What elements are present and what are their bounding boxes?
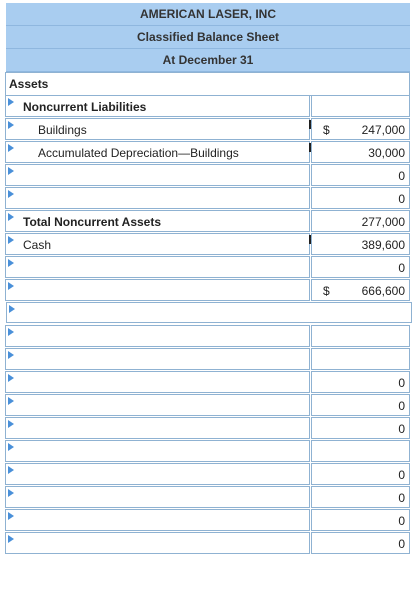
lower_rows-row [5,532,410,554]
row-label-text: Total Noncurrent Assets [23,215,162,229]
row-value-text: 389,600 [361,238,405,252]
row-marker-icon [8,328,14,336]
lower_rows-row [5,417,410,439]
row-marker-icon [8,535,14,543]
row-marker-icon [8,213,14,221]
row-marker-icon [8,489,14,497]
row-value-field[interactable] [311,486,410,508]
row-value-field[interactable] [311,95,410,117]
row-marker-icon [8,98,14,106]
assets-section-row[interactable] [5,72,410,96]
row-label-field[interactable] [5,348,310,370]
row-label-text: Accumulated Depreciation—Buildings [38,146,239,160]
row-value-text: 0 [398,491,405,505]
row-value-field[interactable] [311,371,410,393]
row-label-field[interactable] [5,279,310,301]
row-value-field[interactable] [311,509,410,531]
row-value-text: 0 [398,376,405,390]
row-value-field[interactable] [311,164,410,186]
row-label-field[interactable] [5,440,310,462]
rows-row [5,187,410,209]
row-value-field[interactable] [311,532,410,554]
row-label-field[interactable] [5,210,310,232]
row-value-field[interactable] [311,233,410,255]
row-value-text: 247,000 [361,123,405,137]
row-label-field[interactable] [5,256,310,278]
lower_rows-row [5,486,410,508]
row-value-text: 0 [398,169,405,183]
row-marker-icon [8,144,14,152]
row-label-field[interactable] [5,371,310,393]
row-value-field[interactable] [311,187,410,209]
row-value-field[interactable] [311,440,410,462]
company-name: AMERICAN LASER, INC [6,3,410,26]
dollar-sign: $ [323,123,330,137]
rows-row [5,256,410,278]
dollar-sign: $ [323,284,330,298]
lower_rows-row [5,394,410,416]
row-value-text: 30,000 [368,146,405,160]
row-label-field[interactable] [5,95,310,117]
row-label-field[interactable] [5,394,310,416]
row-marker-icon [8,121,14,129]
row-value-field[interactable] [311,417,410,439]
row-label-text: Buildings [38,123,87,137]
rows-row [5,118,410,140]
lower_rows-row [5,440,410,462]
rows-row [5,95,410,117]
row-label-field[interactable] [5,187,310,209]
row-marker-icon [8,236,14,244]
row-label-field[interactable] [5,233,310,255]
row-marker-icon [8,351,14,359]
rows-row [5,210,410,232]
row-label-field[interactable] [5,417,310,439]
row-marker-icon [8,167,14,175]
row-value-field[interactable] [311,279,410,301]
row-marker-icon [8,512,14,520]
row-label-field[interactable] [5,532,310,554]
lower_rows-row [5,348,410,370]
row-marker-icon [8,420,14,428]
row-marker-icon [8,466,14,474]
row-value-text: 0 [398,399,405,413]
row-marker-icon [8,282,14,290]
row-label-field[interactable] [5,486,310,508]
row-value-field[interactable] [311,141,410,163]
row-label-text: Noncurrent Liabilities [23,100,147,114]
full-width-field[interactable] [6,302,412,323]
row-value-text: 0 [398,537,405,551]
row-label-field[interactable] [5,463,310,485]
row-value-field[interactable] [311,325,410,347]
assets-label: Assets [9,77,49,91]
row-marker-icon [8,443,14,451]
row-value-field[interactable] [311,394,410,416]
row-marker-icon [8,374,14,382]
row-label-field[interactable] [5,325,310,347]
row-value-field[interactable] [311,210,410,232]
statement-title: Classified Balance Sheet [6,26,410,49]
row-label-field[interactable] [5,141,310,163]
row-value-text: 277,000 [361,215,405,229]
row-value-text: 0 [398,468,405,482]
row-marker-icon [8,190,14,198]
row-label-field[interactable] [5,509,310,531]
rows-row [5,141,410,163]
lower_rows-row [5,325,410,347]
row-value-text: 0 [398,261,405,275]
rows-row [5,164,410,186]
row-value-field[interactable] [311,463,410,485]
row-value-text: 0 [398,514,405,528]
row-value-field[interactable] [311,256,410,278]
rows-row [5,279,410,301]
statement-date: At December 31 [6,49,410,72]
rows-row [5,233,410,255]
lower_rows-row [5,371,410,393]
row-label-field[interactable] [5,164,310,186]
row-value-text: 0 [398,422,405,436]
row-value-field[interactable] [311,348,410,370]
row-marker-icon [8,397,14,405]
row-value-text: 666,600 [361,284,405,298]
lower_rows-row [5,509,410,531]
row-label-text: Cash [23,238,52,252]
row-value-text: 0 [398,192,405,206]
row-value-field[interactable] [311,118,410,140]
lower_rows-row [5,463,410,485]
row-label-field[interactable] [5,118,310,140]
row-marker-icon [8,259,14,267]
row-marker-icon [9,305,15,313]
